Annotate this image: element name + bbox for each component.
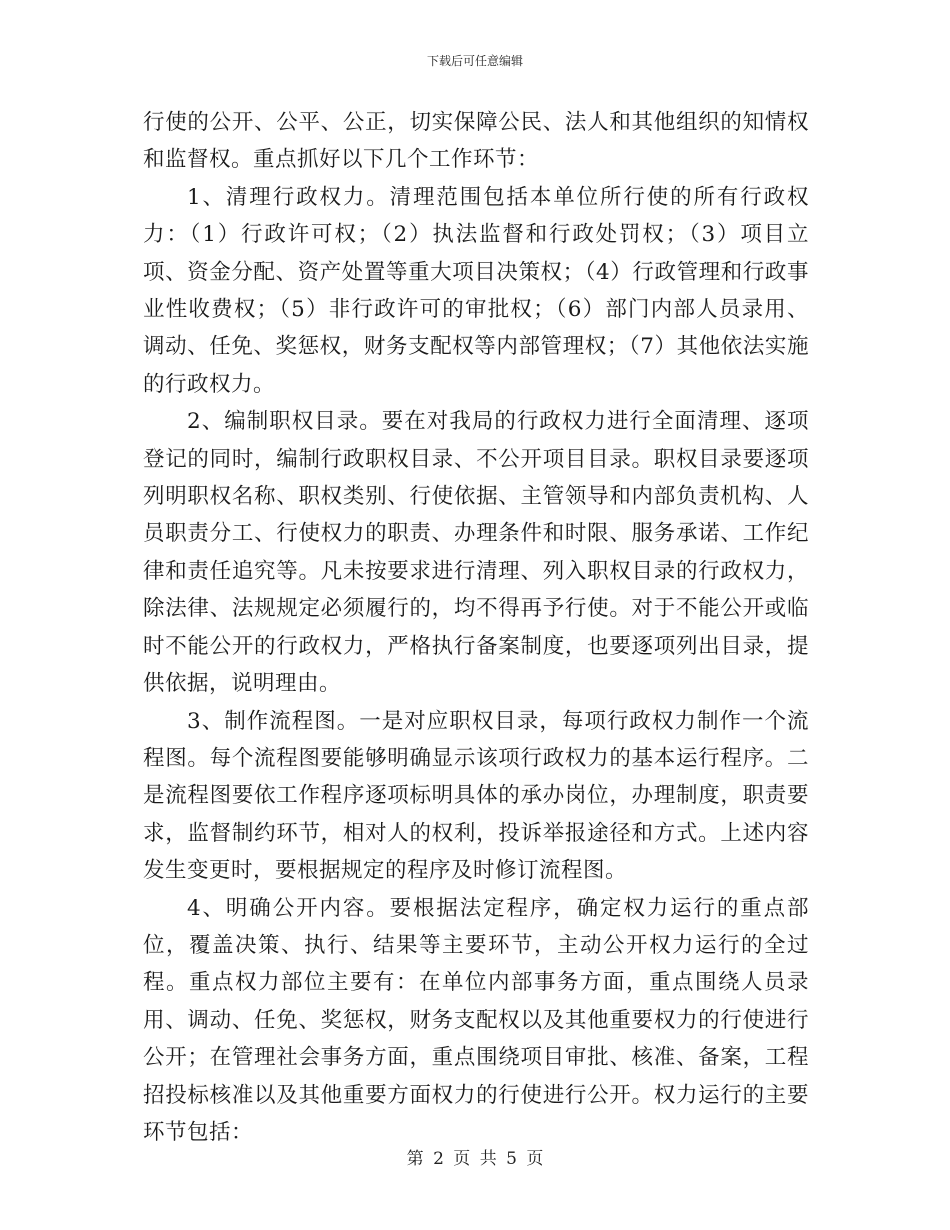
paragraph-flowchart: 3、制作流程图。一是对应职权目录，每项行政权力制作一个流程图。每个流程图要能够明确显示该项行政权力的基本运行程序。二是流程图要依工作程序逐项标明具体的承办岗位，办理制度，职责要求，监督制约环节，相对人的权利，投诉举报途径和方式。上述内容发生变更时，要根据规定的程序及时修订流程图。 <box>143 708 809 884</box>
paragraph-power-catalog: 2、编制职权目录。要在对我局的行政权力进行全面清理、逐项登记的同时，编制行政职权目录、不公开项目目录。职权目录要逐项列明职权名称、职权类别、行使依据、主管领导和内部负责机构、人员职责分工、行使权力的职责、办理条件和时限、服务承诺、工作纪律和责任追究等。凡未按要求进行清理、列入职权目录的行政权力，除法律、法规规定必须履行的，均不得再予行使。对于不能公开或临时不能公开的行政权力，严格执行备案制度，也要逐项列出目录，提供依据，说明理由。 <box>143 409 809 697</box>
paragraph-continuation: 行使的公开、公平、公正，切实保障公民、法人和其他组织的知情权和监督权。重点抓好以下几个工作环节： <box>143 110 809 173</box>
paragraph-clear-power: 1、清理行政权力。清理范围包括本单位所行使的所有行政权力：（1）行政许可权；（2）执法监督和行政处罚权；（3）项目立项、资金分配、资产处置等重大项目决策权；（4）行政管理和行政事业性收费权；（5）非行政许可的审批权；（6）部门内部人员录用、调动、任免、奖惩权，财务支配权等内部管理权；（7）其他依法实施的行政权力。 <box>143 184 809 397</box>
page-number-footer: 第 2 页 共 5 页 <box>406 1149 544 1169</box>
page-header: 下载后可任意编辑 <box>426 54 523 68</box>
document-body <box>143 104 809 1151</box>
paragraph-disclosure-content: 4、明确公开内容。要根据法定程序，确定权力运行的重点部位，覆盖决策、执行、结果等主要环节，主动公开权力运行的全过程。重点权力部位主要有：在单位内部事务方面，重点围绕人员录用、调动、任免、奖惩权，财务支配权以及其他重要权力的行使进行公开；在管理社会事务方面，重点围绕项目审批、核准、备案，工程招投标核准以及其他重要方面权力的行使进行公开。权力运行的主要环节包括： <box>143 895 809 1145</box>
